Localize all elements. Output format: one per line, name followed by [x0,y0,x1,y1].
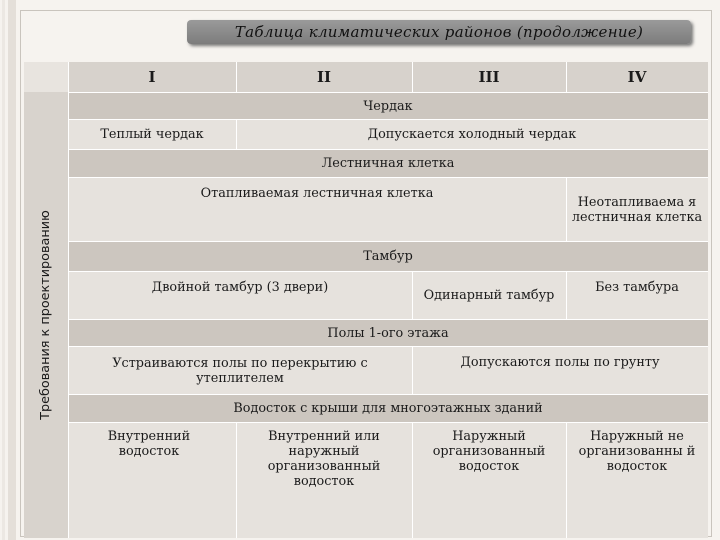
drainage-cell-3: Наружный организованный водосток [412,422,566,538]
drainage-cell-2: Внутренний или наружный организованный водосток [236,422,412,538]
section-header-vestibule: Тамбур [68,241,708,271]
floors-cell-2: Допускаются полы по грунту [412,346,708,394]
attic-cell-2: Допускается холодный чердак [236,119,708,149]
col-divider [566,62,567,92]
col-divider [236,422,237,538]
col-divider [412,346,413,394]
col-divider [68,62,69,538]
stairs-cell-2: Неотапливаема я лестничная клетка [566,177,708,241]
col-divider [566,422,567,538]
col-divider [566,177,567,241]
vestibule-cell-3: Без тамбура [566,271,708,319]
section-header-attic: Чердак [68,92,708,119]
floors-cell-1: Устраиваются полы по перекрытию с утеплителем [68,346,412,394]
page-title: Таблица климатических районов (продолжение) [187,20,691,44]
section-header-floors: Полы 1-ого этажа [68,319,708,346]
col-header-3: III [412,62,566,92]
decor-stripe-thin [2,0,5,540]
col-divider [236,119,237,149]
col-divider [412,271,413,319]
col-divider [412,62,413,92]
vestibule-cell-2: Одинарный тамбур [412,271,566,319]
side-label [24,92,68,538]
drainage-cell-1: Внутренний водосток [68,422,236,538]
drainage-cell-4: Наружный не организованны й водосток [566,422,708,538]
stairs-cell-1: Отапливаемая лестничная клетка [68,177,566,241]
col-header-1: I [68,62,236,92]
side-label-text: Требования к проектированию [38,210,53,420]
section-header-stairs: Лестничная клетка [68,149,708,177]
decor-stripe [8,0,16,540]
table-corner [24,62,68,92]
col-header-2: II [236,62,412,92]
col-divider [412,422,413,538]
col-divider [236,62,237,92]
vestibule-cell-1: Двойной тамбур (3 двери) [68,271,412,319]
section-header-drainage: Водосток с крыши для многоэтажных зданий [68,394,708,422]
col-header-4: IV [566,62,708,92]
attic-cell-1: Теплый чердак [68,119,236,149]
col-divider [566,271,567,319]
